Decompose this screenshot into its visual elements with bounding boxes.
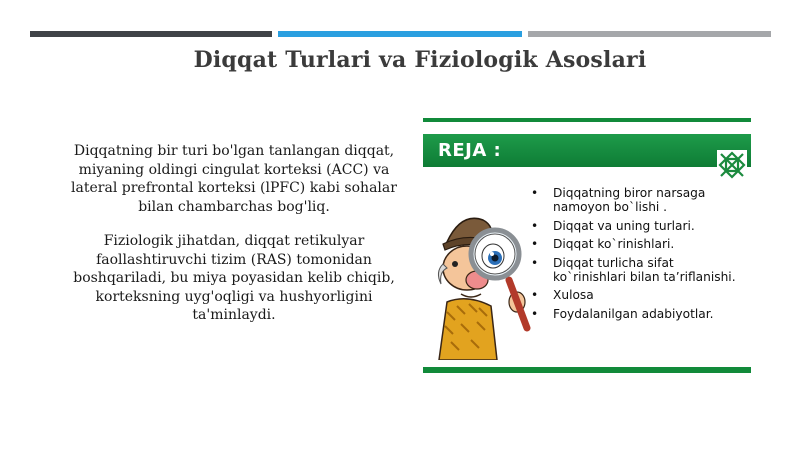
page-title: Diqqat Turlari va Fiziologik Asoslari — [193, 47, 647, 73]
magnifier-mascot-icon — [431, 202, 536, 360]
top-accent-bar-gray — [528, 31, 771, 37]
top-accent-bar-dark — [30, 31, 272, 37]
list-item: • Diqqat va uning turlari. — [531, 219, 749, 233]
list-item: • Diqqatning biror narsaga namoyon bo`lishi . — [531, 186, 749, 214]
list-item: • Xulosa — [531, 288, 749, 302]
banner-title: REJA : — [438, 140, 502, 161]
paragraph-selective-attention: Diqqatning bir turi bo'lgan tanlangan diqqat, miyaning oldingi cingulat korteksi (ACC) va lateral prefrontal korteksi (lPFC) kabi sohalar bilan chambarchas bog'liq. — [71, 143, 397, 215]
celtic-knot-icon — [717, 150, 747, 180]
plan-list — [531, 186, 749, 325]
list-item: • Diqqat turlicha sifat ko`rinishlari bilan ta’riflanishi. — [531, 256, 749, 284]
list-item: • Diqqat ko`rinishlari. — [531, 237, 749, 251]
slide-bottom-line — [423, 367, 751, 373]
slide-banner — [423, 134, 751, 167]
paragraph-physiology: Fiziologik jihatdan, diqqat retikulyar faollashtiruvchi tizim (RAS) tomonidan boshqariladi, bu miya poyasidan kelib chiqib, korteksning uyg'oqligi va hushyorligini ta'minlaydi. — [73, 233, 395, 324]
plan-slide-image — [423, 118, 751, 373]
list-item: • Foydalanilgan adabiyotlar. — [531, 307, 749, 321]
top-accent-bar-blue — [278, 31, 522, 37]
slide-top-line — [423, 118, 751, 122]
